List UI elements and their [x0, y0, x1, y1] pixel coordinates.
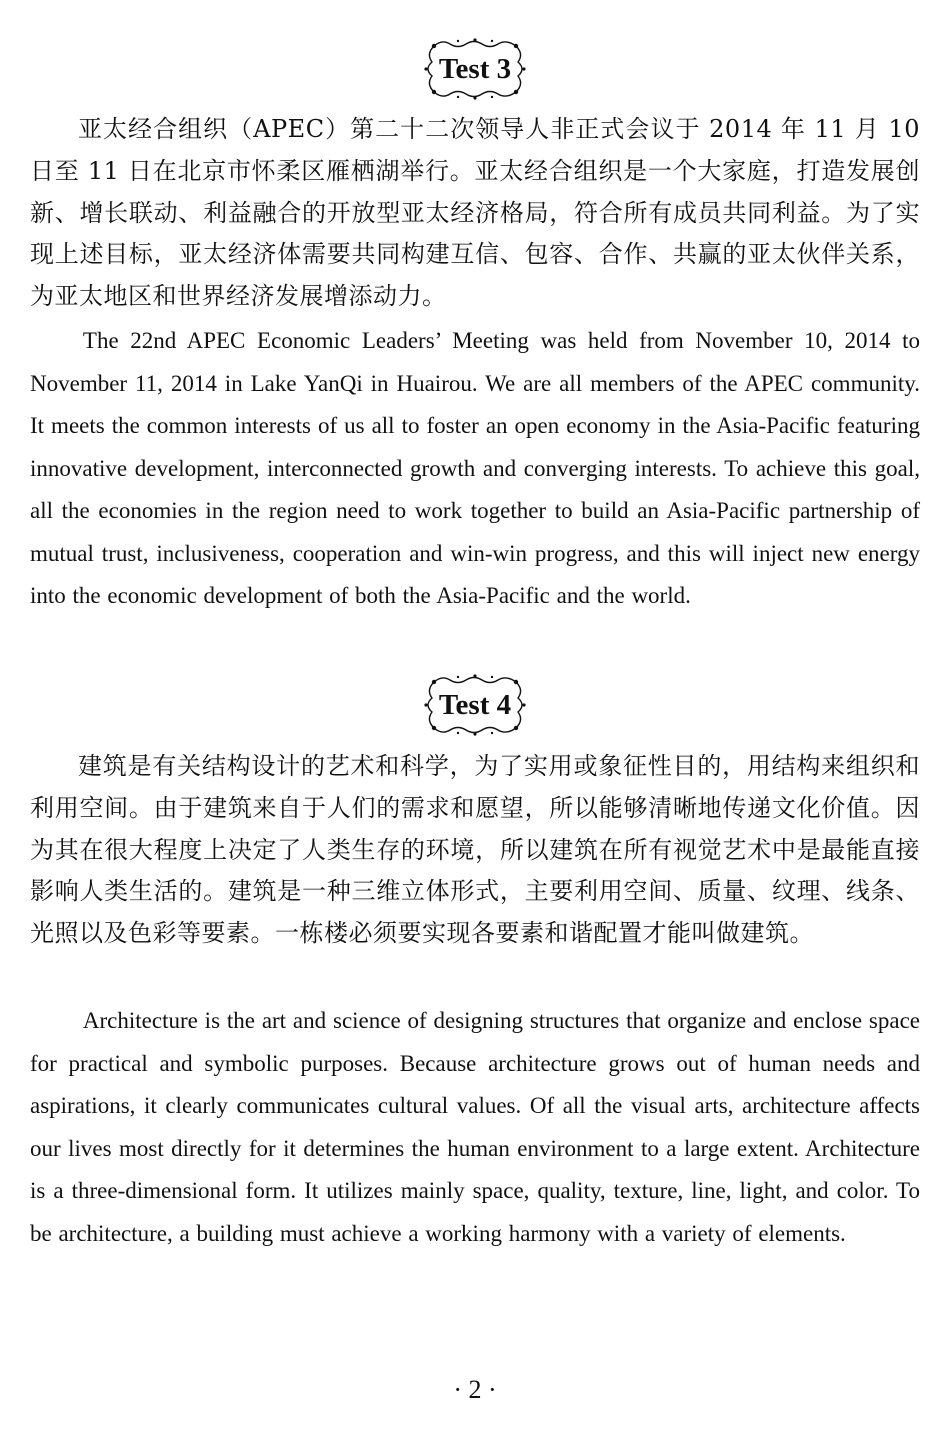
- section-title: Test 3: [438, 53, 512, 85]
- chinese-paragraph: 建筑是有关结构设计的艺术和科学，为了实用或象征性目的，用结构来组织和利用空间。由于建筑来自于人们的需求和愿望，所以能够清晰地传递文化价值。因为其在很大程度上决定了人类生存的环境，所以建筑在所有视觉艺术中是最能直接影响人类生活的。建筑是一种三维立体形式，主要利用空间、质量、纹理、线条、光照以及色彩等要素。一栋楼必须要实现各要素和谐配置才能叫做建筑。: [30, 752, 920, 948]
- english-paragraph: Architecture is the art and science of designing structures that organize and enclose space for practical and symbolic purposes. Because architecture grows out of human needs and aspirations, it clearly communicates cultural values. Of all the visual arts, architecture affects our lives most directly for it determines the human environment to a large extent. Architecture is a three-dimensional form. It utilizes mainly space, quality, texture, line, light, and color. To be architecture, a building must achieve a working harmony with a variety of elements.: [30, 1008, 920, 1246]
- section-badge-test-3: [0, 36, 950, 102]
- page-number: · 2 ·: [453, 1375, 497, 1404]
- section-title: Test 4: [438, 689, 512, 721]
- section-badge-test-4: [0, 672, 950, 738]
- chinese-paragraph: 亚太经合组织（APEC）第二十二次领导人非正式会议于 2014 年 11 月 10 日至 11 日在北京市怀柔区雁栖湖举行。亚太经合组织是一个大家庭，打造发展创新、增长联动、利益融合的开放型亚太经济格局，符合所有成员共同利益。为了实现上述目标，亚太经济体需要共同构建互信、包容、合作、共赢的亚太伙伴关系，为亚太地区和世界经济发展增添动力。: [30, 115, 920, 311]
- english-paragraph: The 22nd APEC Economic Leaders’ Meeting was held from November 10, 2014 to November 11, 2014 in Lake YanQi in Huairou. We are all members of the APEC community. It meets the common interests of us all to foster an open economy in the Asia-Pacific featuring innovative development, interconnected growth and converging interests. To achieve this goal, all the economies in the region need to work together to build an Asia-Pacific partnership of mutual trust, inclusiveness, cooperation and win-win progress, and this will inject new energy into the economic development of both the Asia-Pacific and the world.: [30, 328, 920, 608]
